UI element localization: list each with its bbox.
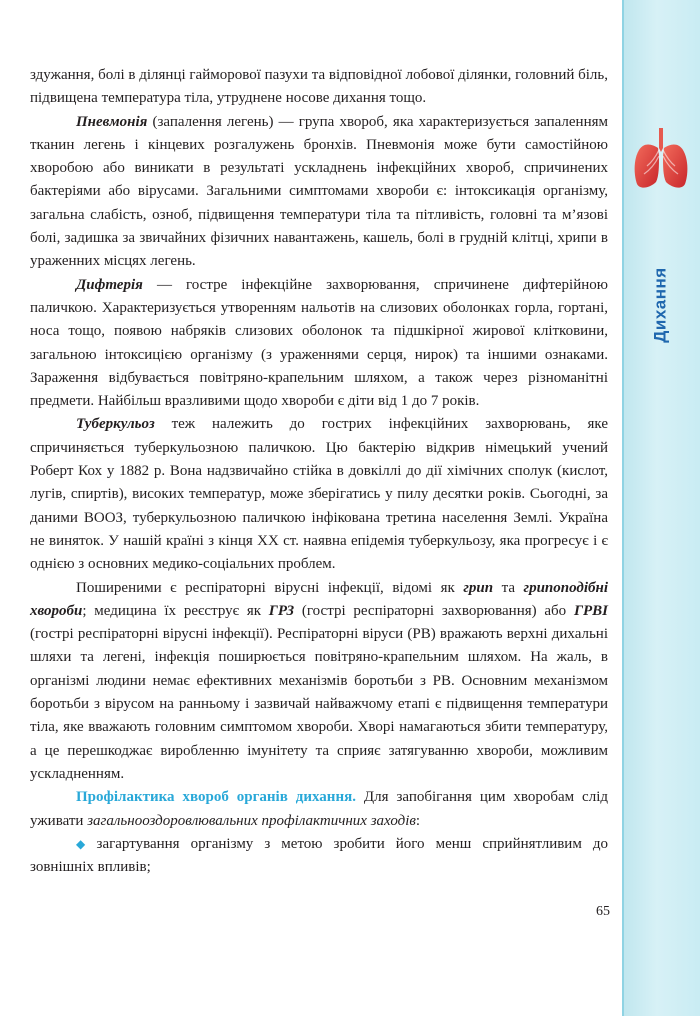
bullet-text: загартування організму з метою зробити його менш сприйнятливим до зовнішніх впливів; [30,835,608,876]
paragraph-tuberculosis [30,413,608,576]
lungs-icon [632,126,690,192]
bullet-item [30,833,608,880]
term-pneumonia: Пневмонія [76,113,148,130]
page-number: 65 [596,904,610,919]
side-tab-title [631,252,691,357]
term-flu: грип [463,579,494,596]
paragraph-text: здужання, болі в ділянці гайморової пазухи та відповідної лобової ділянки, головний біль, підвищена температура тіла, утруднене носове дихання тощо. [30,67,608,107]
paragraph-diphtheria [30,274,608,414]
side-band-edge [622,0,624,1016]
paragraph-respiratory-viruses [30,577,608,787]
term-diphtheria: Дифтерія [76,276,143,293]
paragraph-sinusitis-end [30,64,608,111]
italic-phrase: загальнооздоровлювальних профілактичних заходів [87,812,416,829]
paragraph-text: ; медицина їх реєструє як [82,602,269,619]
term-grz: ГРЗ [268,602,295,619]
paragraph-text: : [415,812,421,829]
paragraph-prevention [30,786,608,833]
term-grvi: ГРВІ [573,602,609,619]
section-heading-prevention: Профілактика хвороб органів дихання. [76,789,356,806]
paragraph-text: теж належить до гострих інфекційних захворювань, яке спричиняється туберкульозною паличкою. Цю бактерію відкрив німецький учений Роберт Кох у 1882 р. Вона надзвичайно стійка в довкіллі до дії хімічних сполук (кислот, лугів, спиртів), високих температур, може зберігатись у пилу десятки років. Сьогодні, за даними ВООЗ, туберкульозною паличкою інфікована третина населення Землі. Україна не виняток. У нашій країні з кінця XX ст. наявна епідемія туберкульозу, яка прогресує і є однією з основних медико-соціальних проблем. [30,416,608,573]
paragraph-text: (гострі респіраторні вірусні інфекції). Респіраторні віруси (РВ) вражають верхні дихальні шляхи та легені, інфекція поширюється повітряно-крапельним шляхом. На жаль, в організмі людини немає ефективних механізмів боротьби з РВ. Основним механізмом боротьби з вірусом на ранньому і зазвичай найважчому етапі є підвищення температури тіла, яке вважають головним симптомом хвороби. Хворі намагаються збити температуру, а це перешкоджає виробленню імунітету та сприяє затягуванню хвороби, можливим ускладненням. [30,626,608,782]
paragraph-text: та [493,579,524,596]
paragraph-text: Для запобігання цим хворобам слід уживати [30,789,608,829]
diamond-bullet-icon: ◆ [76,836,93,851]
paragraph-pneumonia [30,111,608,274]
paragraph-text: Поширеними є респіраторні вірусні інфекції, відомі як [76,579,464,596]
term-flu-like: грипоподібні хвороби [30,579,608,619]
paragraph-text: (запалення легень) — група хвороб, яка характеризується запаленням тканин легень і кінцевих розгалужень бронхів. Пневмонія може бути самостійною хворобою або виникати в результаті ускладнень інфекційних хвороб, спричинених бактеріями або вірусами. Загальними симптомами хвороби є: інтоксикація організму, загальна слабість, озноб, підвищення температури тіла та пітливість, головні та м’язові болі, задишка за звичайних фізичних навантажень, кашель, болі в грудній клітці, хрипи в ураженних місцях легень. [30,113,608,270]
paragraph-text: (гострі респіраторні захворювання) або [294,602,574,619]
side-tab-label: Дихання [651,266,670,343]
paragraph-text: — гостре інфекційне захворювання, спричинене дифтерійною паличкою. Характеризується утворенням нальотів на слизових оболонках горла, гортані, носа тощо, появою набряків слизових оболонок та підшкірної жирової клітковини, загальною інтоксицією організму (з ураженнями серця, нирок) та іншими ознаками. Зараження відбувається повітряно-крапельним шляхом, а також через різноманітні предмети. Найбільш вразливими щодо хвороби є діти від 1 до 7 років. [30,276,608,410]
body-text [30,64,608,879]
term-tuberculosis: Туберкульоз [76,416,155,433]
